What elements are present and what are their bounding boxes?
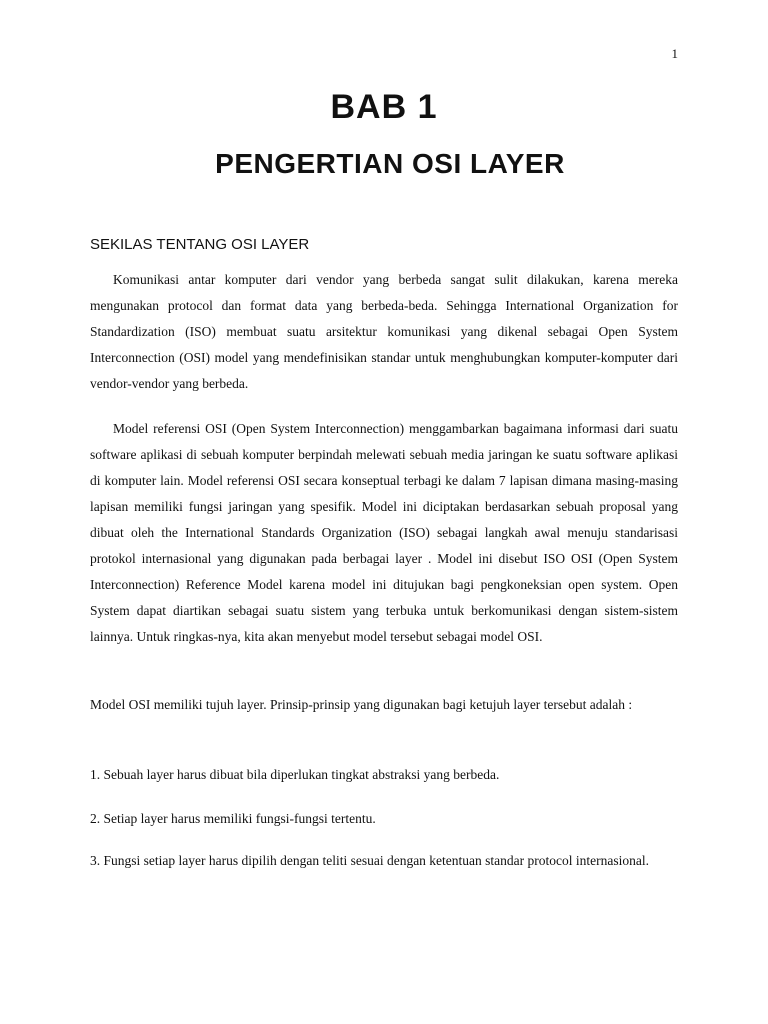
chapter-label: BAB 1 bbox=[330, 88, 438, 126]
chapter-title: PENGERTIAN OSI LAYER bbox=[215, 148, 565, 179]
principle-item: 3. Fungsi setiap layer harus dipilih dengan teliti sesuai dengan ketentuan standar protocol internasional. bbox=[90, 853, 649, 868]
principle-item: 2. Setiap layer harus memiliki fungsi-fungsi tertentu. bbox=[90, 811, 376, 826]
paragraph-osi-reference: Model referensi OSI (Open System Interconnection) menggambarkan bagaimana informasi dari suatu software aplikasi di sebuah komputer berpindah melewati sebuah media jaringan ke suatu software aplikasi di komputer lain. Model referensi OSI secara konseptual terbagi ke dalam 7 lapisan dimana masing-masing lapisan memiliki fungsi jaringan yang spesifik. Model ini diciptakan berdasarkan sebuah proposal yang dibuat oleh the International Standards Organization (ISO) sebagai langkah awal menuju standarisasi protokol internasional yang digunakan pada berbagai layer . Model ini disebut ISO OSI (Open System Interconnection) Reference Model karena model ini ditujukan bagi pengkoneksian open system. Open System dapat diartikan sebagai suatu sistem yang terbuka untuk berkomunikasi dengan sistem-sistem lainnya. Untuk ringkas-nya, kita akan menyebut model tersebut sebagai model OSI. bbox=[90, 421, 678, 644]
principle-item: 1. Sebuah layer harus dibuat bila diperlukan tingkat abstraksi yang berbeda. bbox=[90, 767, 500, 782]
section-heading: SEKILAS TENTANG OSI LAYER bbox=[90, 236, 310, 253]
paragraph-principles-intro: Model OSI memiliki tujuh layer. Prinsip-prinsip yang digunakan bagi ketujuh layer tersebut adalah : bbox=[90, 697, 633, 712]
page-number: 1 bbox=[671, 46, 678, 61]
paragraph-intro: Komunikasi antar komputer dari vendor yang berbeda sangat sulit dilakukan, karena mereka mengunakan protocol dan format data yang berbeda-beda. Sehingga International Organization for Standardization (ISO) membuat suatu arsitektur komunikasi yang dikenal sebagai Open System Interconnection (OSI) model yang mendefinisikan standar untuk menghubungkan komputer-komputer dari vendor-vendor yang berbeda. bbox=[90, 272, 678, 391]
